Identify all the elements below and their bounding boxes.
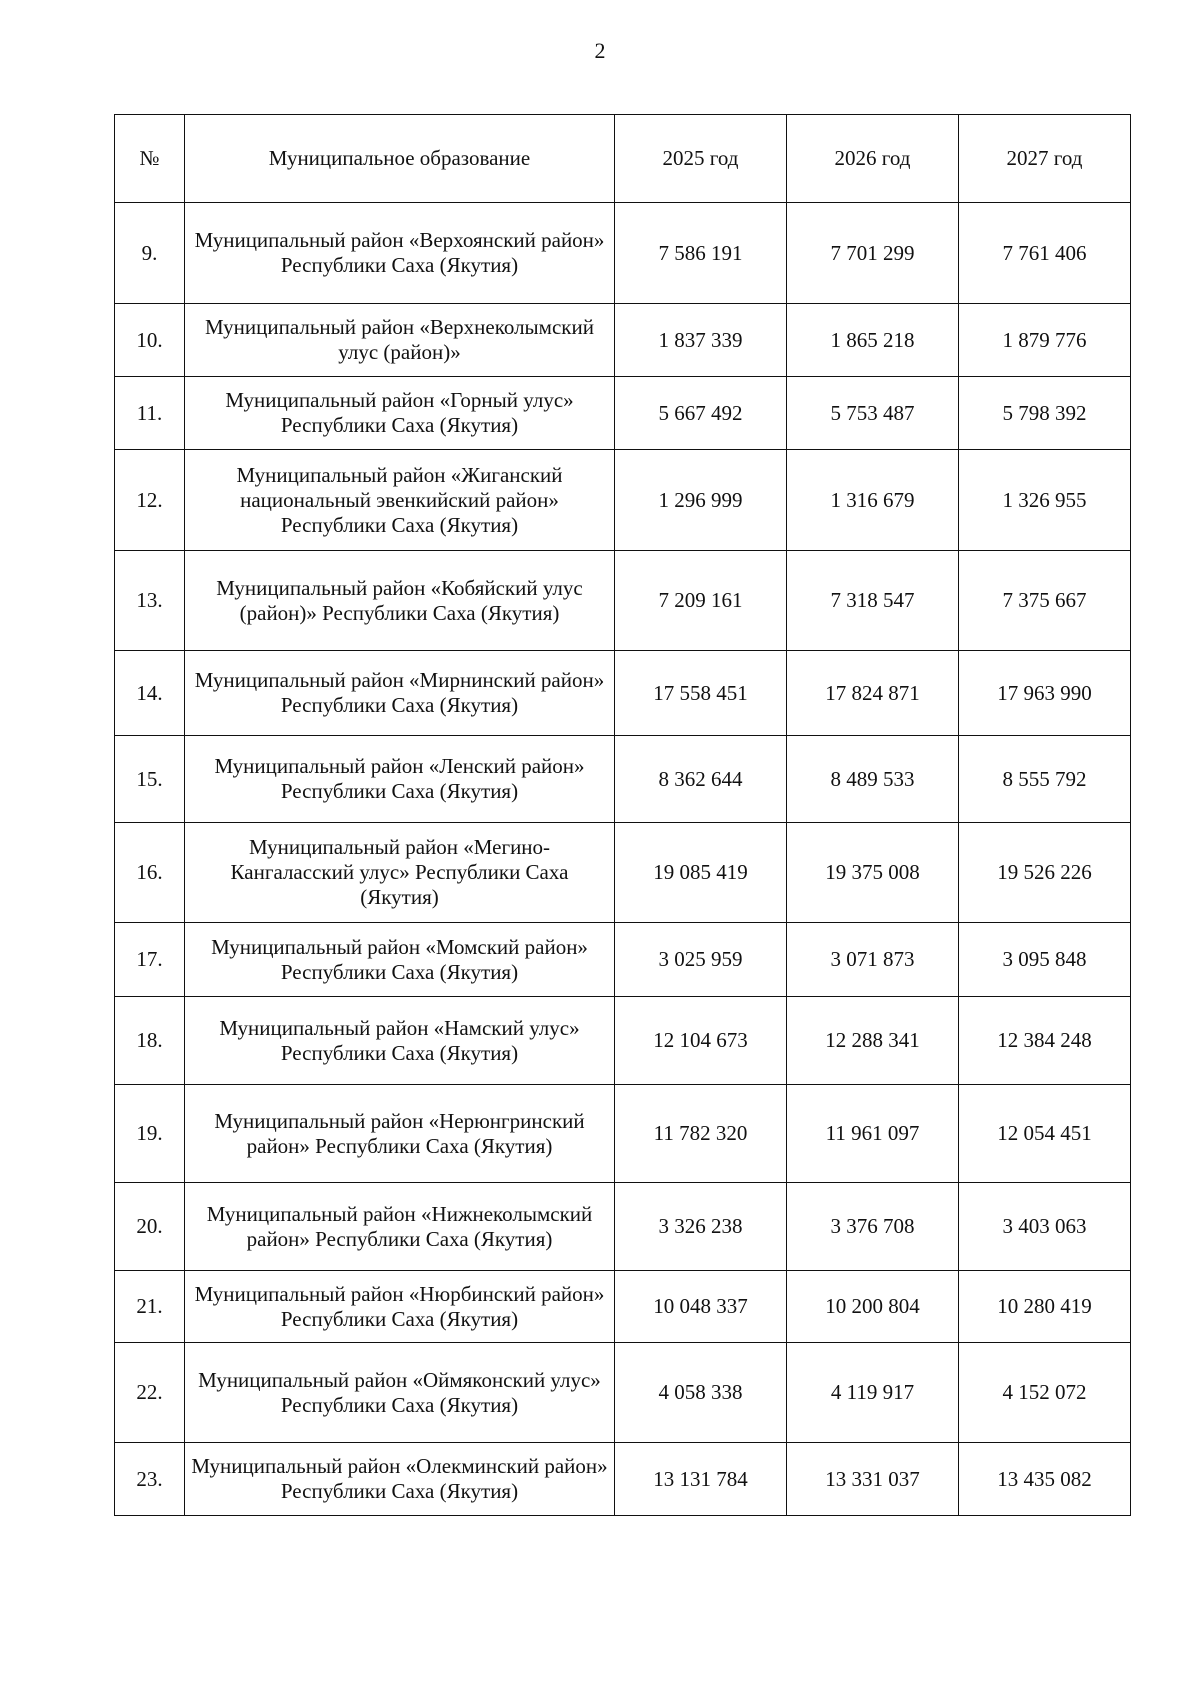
value-2027: 1 326 955 [959,450,1131,551]
value-2027: 3 095 848 [959,923,1131,997]
value-2027: 4 152 072 [959,1343,1131,1443]
municipality-name: Муниципальный район «Жиганский национальный эвенкийский район» Республики Саха (Якутия) [185,450,615,551]
value-2026: 13 331 037 [787,1443,959,1516]
value-2026: 12 288 341 [787,997,959,1085]
row-number: 12. [115,450,185,551]
row-number: 21. [115,1271,185,1343]
municipality-name: Муниципальный район «Кобяйский улус (район)» Республики Саха (Якутия) [185,551,615,651]
value-2027: 10 280 419 [959,1271,1131,1343]
value-2025: 7 209 161 [615,551,787,651]
value-2025: 7 586 191 [615,203,787,304]
value-2026: 5 753 487 [787,377,959,450]
value-2026: 19 375 008 [787,823,959,923]
value-2026: 3 071 873 [787,923,959,997]
table-row [115,304,1131,377]
row-number: 13. [115,551,185,651]
municipality-name: Муниципальный район «Олекминский район» Республики Саха (Якутия) [185,1443,615,1516]
value-2025: 5 667 492 [615,377,787,450]
header-2026: 2026 год [787,115,959,203]
table-row [115,1443,1131,1516]
value-2026: 11 961 097 [787,1085,959,1183]
budget-table [114,114,1131,1516]
value-2026: 1 316 679 [787,450,959,551]
municipality-name: Муниципальный район «Намский улус» Республики Саха (Якутия) [185,997,615,1085]
row-number: 19. [115,1085,185,1183]
municipality-name: Муниципальный район «Мегино-Кангаласский улус» Республики Саха (Якутия) [185,823,615,923]
value-2027: 13 435 082 [959,1443,1131,1516]
value-2025: 11 782 320 [615,1085,787,1183]
table-row [115,997,1131,1085]
row-number: 14. [115,651,185,736]
municipality-name: Муниципальный район «Верхнеколымский улус (район)» [185,304,615,377]
value-2025: 4 058 338 [615,1343,787,1443]
value-2025: 3 326 238 [615,1183,787,1271]
row-number: 15. [115,736,185,823]
table-row [115,923,1131,997]
value-2027: 12 384 248 [959,997,1131,1085]
table-row [115,1271,1131,1343]
table-row [115,651,1131,736]
row-number: 22. [115,1343,185,1443]
value-2027: 7 761 406 [959,203,1131,304]
value-2026: 7 318 547 [787,551,959,651]
value-2025: 12 104 673 [615,997,787,1085]
value-2027: 3 403 063 [959,1183,1131,1271]
value-2026: 10 200 804 [787,1271,959,1343]
row-number: 9. [115,203,185,304]
value-2025: 1 296 999 [615,450,787,551]
row-number: 11. [115,377,185,450]
table-row [115,1183,1131,1271]
row-number: 17. [115,923,185,997]
value-2026: 3 376 708 [787,1183,959,1271]
table-row [115,1085,1131,1183]
header-number: № [115,115,185,203]
municipality-name: Муниципальный район «Момский район» Республики Саха (Якутия) [185,923,615,997]
value-2027: 8 555 792 [959,736,1131,823]
value-2025: 19 085 419 [615,823,787,923]
table-row [115,1343,1131,1443]
value-2026: 1 865 218 [787,304,959,377]
value-2027: 17 963 990 [959,651,1131,736]
value-2025: 3 025 959 [615,923,787,997]
table-row [115,823,1131,923]
value-2025: 8 362 644 [615,736,787,823]
value-2027: 5 798 392 [959,377,1131,450]
municipality-name: Муниципальный район «Нюрбинский район» Республики Саха (Якутия) [185,1271,615,1343]
table-row [115,450,1131,551]
table-row [115,203,1131,304]
value-2026: 4 119 917 [787,1343,959,1443]
value-2027: 7 375 667 [959,551,1131,651]
header-2025: 2025 год [615,115,787,203]
municipality-name: Муниципальный район «Ленский район» Республики Саха (Якутия) [185,736,615,823]
municipality-name: Муниципальный район «Нижнеколымский район» Республики Саха (Якутия) [185,1183,615,1271]
table-row [115,736,1131,823]
value-2025: 17 558 451 [615,651,787,736]
value-2025: 10 048 337 [615,1271,787,1343]
value-2026: 7 701 299 [787,203,959,304]
table-row [115,551,1131,651]
row-number: 23. [115,1443,185,1516]
value-2026: 8 489 533 [787,736,959,823]
value-2025: 1 837 339 [615,304,787,377]
row-number: 10. [115,304,185,377]
municipality-name: Муниципальный район «Верхоянский район» Республики Саха (Якутия) [185,203,615,304]
row-number: 20. [115,1183,185,1271]
municipality-name: Муниципальный район «Нерюнгринский район» Республики Саха (Якутия) [185,1085,615,1183]
table-header-row [115,115,1131,203]
row-number: 18. [115,997,185,1085]
municipality-name: Муниципальный район «Оймяконский улус» Республики Саха (Якутия) [185,1343,615,1443]
municipality-name: Муниципальный район «Мирнинский район» Республики Саха (Якутия) [185,651,615,736]
value-2027: 12 054 451 [959,1085,1131,1183]
municipality-name: Муниципальный район «Горный улус» Республики Саха (Якутия) [185,377,615,450]
header-2027: 2027 год [959,115,1131,203]
value-2025: 13 131 784 [615,1443,787,1516]
header-municipality: Муниципальное образование [185,115,615,203]
table-row [115,377,1131,450]
row-number: 16. [115,823,185,923]
value-2027: 19 526 226 [959,823,1131,923]
value-2027: 1 879 776 [959,304,1131,377]
value-2026: 17 824 871 [787,651,959,736]
page-number: 2 [594,38,606,63]
